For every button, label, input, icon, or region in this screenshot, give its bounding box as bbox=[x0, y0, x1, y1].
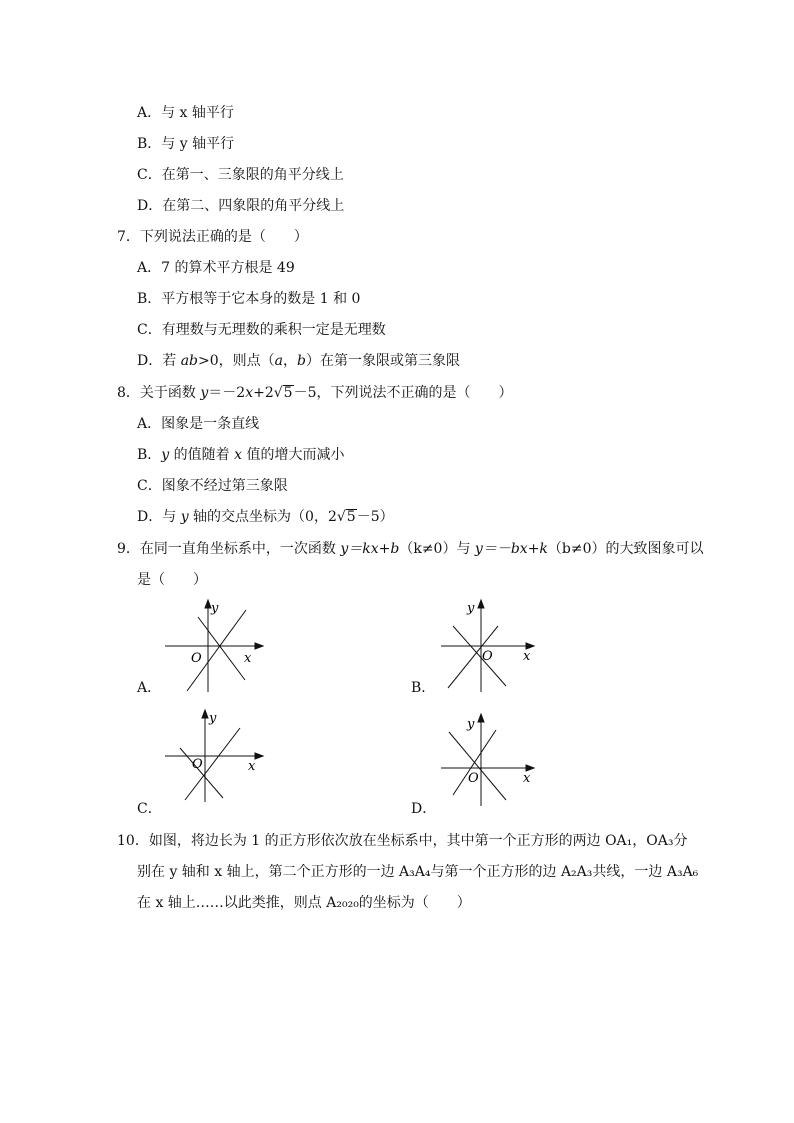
q9-label-c: C． bbox=[137, 801, 162, 817]
q7-option-c: C．有理数与无理数的乘积一定是无理数 bbox=[137, 322, 386, 338]
svg-text:y: y bbox=[209, 711, 217, 726]
svg-text:O: O bbox=[192, 757, 203, 772]
q6-option-b: B．与 y 轴平行 bbox=[137, 136, 235, 152]
q8-option-d: D．与 y 轴的交点坐标为（0，2√5－5） bbox=[137, 509, 394, 525]
graph-b bbox=[436, 598, 546, 696]
q8-stem: 8．关于函数 y＝－2x+2√5－5，下列说法不正确的是（ ） bbox=[117, 385, 513, 401]
q9-label-b: B． bbox=[411, 680, 436, 696]
origin-label: O bbox=[191, 651, 202, 666]
svg-text:O: O bbox=[468, 771, 479, 786]
q9-label-d: D． bbox=[411, 801, 437, 817]
y-label: y bbox=[211, 601, 219, 616]
svg-text:O: O bbox=[482, 649, 493, 664]
graph-d bbox=[436, 712, 546, 810]
q8-option-b: B．y 的值随着 x 值的增大而减小 bbox=[137, 447, 345, 463]
sqrt-radicand: 5 bbox=[283, 385, 293, 401]
x-label: x bbox=[244, 651, 252, 666]
graph-a bbox=[160, 598, 270, 696]
sqrt-radicand: 5 bbox=[346, 509, 356, 525]
q8-option-c: C．图象不经过第三象限 bbox=[137, 478, 288, 494]
q7-option-b: B．平方根等于它本身的数是 1 和 0 bbox=[137, 291, 361, 307]
q6-option-a: A．与 x 轴平行 bbox=[137, 105, 234, 121]
q6-option-d: D．在第二、四象限的角平分线上 bbox=[137, 198, 345, 214]
q6-option-c: C．在第一、三象限的角平分线上 bbox=[137, 167, 344, 183]
q9-stem-line2: 是（ ） bbox=[137, 572, 207, 588]
svg-text:x: x bbox=[248, 759, 256, 774]
q7-option-d: D．若 ab>0，则点（a，b）在第一象限或第三象限 bbox=[137, 353, 460, 369]
x-axis-arrow bbox=[255, 643, 263, 649]
q10-stem-line1: 10．如图，将边长为 1 的正方形依次放在坐标系中，其中第一个正方形的两边 OA₁，OA₃分 bbox=[117, 833, 688, 849]
q10-stem-line3: 在 x 轴上……以此类推，则点 A₂₀₂₀的坐标为（ ） bbox=[137, 895, 471, 911]
svg-text:x: x bbox=[523, 771, 531, 786]
q7-option-a: A．7 的算术平方根是 49 bbox=[137, 260, 295, 276]
line-2 bbox=[198, 617, 245, 680]
q9-stem-line1: 9．在同一直角坐标系中，一次函数 y＝kx+b（k≠0）与 y＝－bx+k（b≠0）的大致图象可以 bbox=[117, 541, 704, 557]
svg-text:y: y bbox=[467, 717, 475, 732]
svg-text:x: x bbox=[523, 649, 531, 664]
q8-option-a: A．图象是一条直线 bbox=[137, 416, 260, 432]
q7-stem: 7．下列说法正确的是（ ） bbox=[117, 229, 308, 245]
graph-c bbox=[160, 708, 270, 806]
q9-label-a: A． bbox=[137, 680, 162, 696]
q10-stem-line2: 别在 y 轴和 x 轴上，第二个正方形的一边 A₃A₄与第一个正方形的边 A₂A₃共线，一边 A₃A₆ bbox=[137, 864, 699, 880]
svg-text:y: y bbox=[467, 601, 475, 616]
